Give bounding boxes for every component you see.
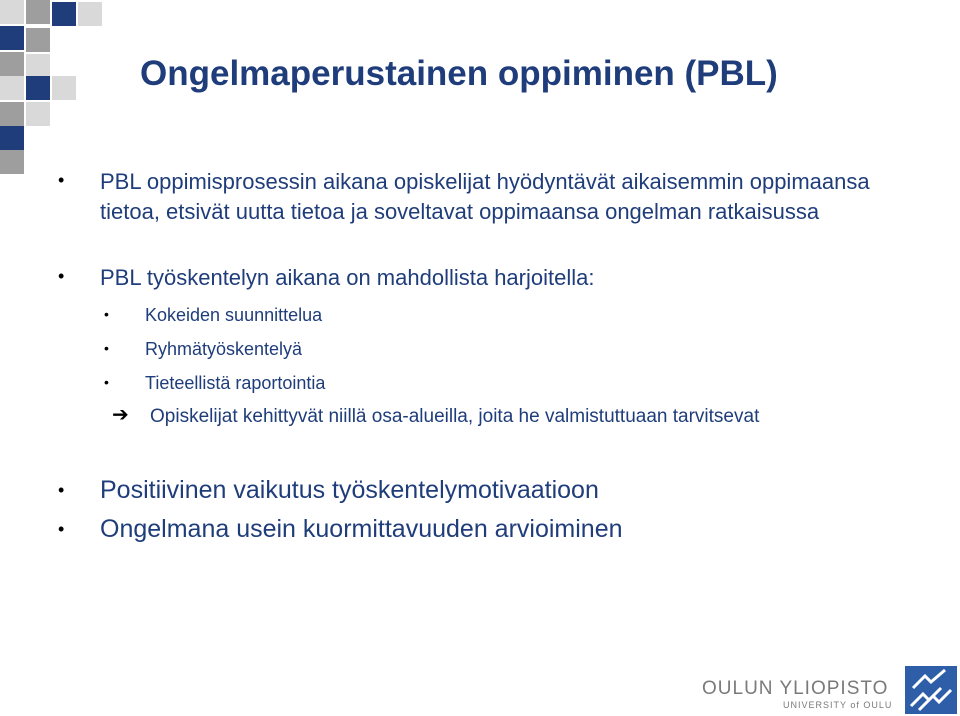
deco-square (52, 76, 76, 100)
sub-bullet-marker: • (104, 306, 109, 322)
slide-title: Ongelmaperustainen oppiminen (PBL) (140, 54, 778, 93)
deco-square (0, 76, 24, 100)
sub-bullet-text-3: Tieteellistä raportointia (145, 373, 326, 393)
arrow-text: Opiskelijat kehittyvät niillä osa-alueilla, joita he valmistuttuaan tarvitsevat (150, 406, 760, 427)
bullet-text-1: PBL oppimisprosessin aikana opiskelijat hyödyntävät aikaisemmin oppimaansa tietoa, etsivät uutta tietoa ja soveltavat oppimaansa ongelman ratkaisussa (100, 169, 870, 224)
sub-bullet-text-1: Kokeiden suunnittelua (145, 305, 323, 325)
deco-square (0, 102, 24, 126)
bullet-marker: • (58, 170, 65, 190)
corner-square-pattern (0, 0, 110, 180)
bullet-marker: • (58, 266, 65, 286)
deco-square (26, 102, 50, 126)
deco-square (0, 150, 24, 174)
university-logo-text: OULUN YLIOPISTO (702, 678, 889, 699)
bullet-text-3: Positiivinen vaikutus työskentelymotivaatioon (100, 476, 599, 504)
deco-square (26, 76, 50, 100)
bullet-marker: • (58, 519, 65, 539)
sub-bullet-text-2: Ryhmätyöskentelyä (145, 339, 303, 359)
sub-bullet-marker: • (104, 374, 109, 390)
deco-square (26, 0, 50, 24)
deco-square (0, 26, 24, 50)
deco-square (26, 54, 50, 78)
deco-square (52, 2, 76, 26)
deco-square (0, 0, 24, 24)
deco-square (26, 28, 50, 52)
deco-square (0, 126, 24, 150)
deco-square (0, 52, 24, 76)
arrow-icon: ➔ (112, 404, 129, 426)
bullet-text-4: Ongelmana usein kuormittavuuden arvioiminen (100, 515, 623, 543)
sub-bullet-marker: • (104, 340, 109, 356)
deco-square (78, 2, 102, 26)
bullet-text-2: PBL työskentelyn aikana on mahdollista harjoitella: (100, 265, 595, 290)
university-logo-icon (905, 666, 957, 714)
university-logo-subtext: UNIVERSITY of OULU (783, 700, 893, 710)
bullet-marker: • (58, 480, 65, 500)
